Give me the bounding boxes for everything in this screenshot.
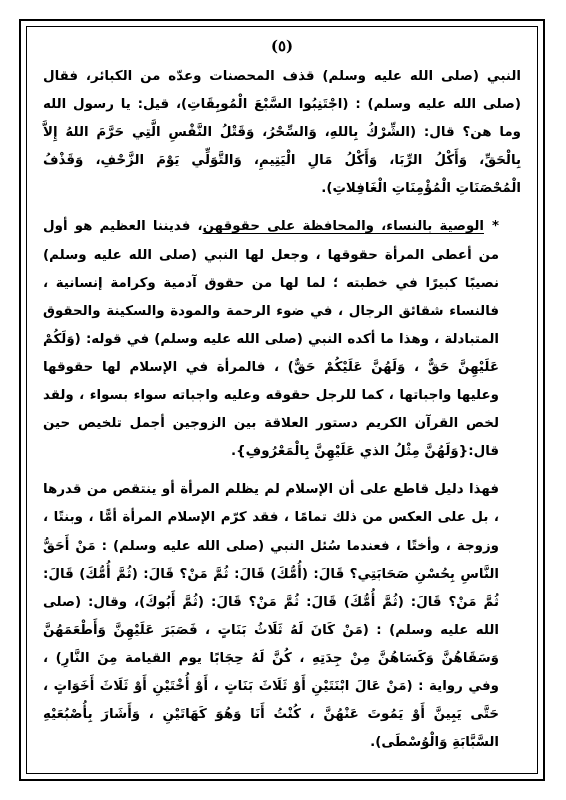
- paragraph-3: فهذا دليل قاطع على أن الإسلام لم يظلم المرأة أو ينتقص من قدرها ، بل على العكس من ذلك تمامًا ، فقد كرّم الإسلام المرأة أمًّا ، وبنتًا ، وزوجة ، وأختًا ، فعندما سُئل النبي (صلى الله عليه وسلم) : مَنْ أَحَقُّ النَّاسِ بِحُسْنِ صَحَابَتِي؟ قَالَ: (أُمُّكَ) قَالَ: ثُمَّ مَنْ؟ قَالَ: (ثُمَّ أُمُّكَ) قَالَ: ثُمَّ مَنْ؟ قَالَ: (ثُمَّ أُمُّكَ) قَالَ: ثُمَّ مَنْ؟ قَالَ: (ثُمَّ أَبُوكَ)، وقال: (صلى الله عليه وسلم) : (مَنْ كَانَ لَهُ ثَلَاثُ بَنَاتٍ ، فَصَبَرَ عَلَيْهِنَّ وَأَطْعَمَهُنَّ وَسَقَاهُنَّ وَكَسَاهُنَّ مِنْ جِدَتِهِ ، كُنَّ لَهُ حِجَابًا يوم القيامة مِنَ النَّارِ) ، وفي رواية : (مَنْ عَالَ ابْنَتَيْنِ أَوْ ثَلَاثَ بَنَاتٍ ، أَوْ أُخْتَيْنِ أَوْ ثَلَاثَ أَخَوَاتٍ ، حَتَّى يَبِينَّ أَوْ يَمُوتَ عَنْهُنَّ ، كُنْتُ أَنَا وَهُوَ كَهَاتَيْنِ ، وَأَشَارَ بِأُصْبُعَيْهِ السَّبَّابَةِ وَالْوُسْطَى).: [43, 482, 499, 751]
- page-number: (٥): [270, 37, 294, 55]
- page-border-outer: [19, 19, 545, 781]
- paragraph-spacer: [43, 466, 521, 476]
- page-border-inner: [26, 26, 538, 774]
- paragraph-2: [43, 213, 521, 466]
- paragraph-1: النبي (صلى الله عليه وسلم) قذف المحصنات وعدّه من الكبائر، فقال (صلى الله عليه وسلم) : (اجْتَنِبُوا السَّبْعَ الْمُوبِقَاتِ)، قيل: يا رسول الله وما هن؟ قال: (الشِّرْكُ بِاللهِ، وَالسِّحْرُ، وَقَتْلُ النَّفْسِ الَّتِي حَرَّمَ اللهُ إِلاَّ بِالْحَقِّ، وَأَكْلُ الرِّبَا، وَأَكْلُ مَالِ الْيَتِيمِ، وَالتَّوَلِّي يَوْمَ الزَّحْفِ، وَقَذْفُ الْمُحْصَنَاتِ الْمُؤْمِنَاتِ الْغَافِلاتِ).: [43, 69, 521, 197]
- section-heading: الوصية بالنساء، والمحافظة على حقوقهن: [202, 219, 484, 235]
- paragraph-2-body: ، فديننا العظيم هو أول من أعطى المرأة حقوقها ، وجعل لها النبي (صلى الله عليه وسلم) نصيبًا كبيرًا في خطبته ؛ لما لها من حقوق آدمية وكرامة إنسانية ، فالنساء شقائق الرجال ، في ضوء الرحمة والمودة والسكينة والحقوق المتبادلة ، وهذا ما أكده النبي (صلى الله عليه وسلم) في قوله: (وَلَكُمْ عَلَيْهِنَّ حَقٌّ ، وَلَهُنَّ عَلَيْكُمْ حَقٌّ) ، فالمرأة في الإسلام لها حقوقها وعليها واجباتها ، كما للرجل حقوقه وعليه واجباته سواء بسواء ، ولقد لخص القرآن الكريم دستور العلاقة بين الزوجين أجمل تلخيص حين قال:: [43, 219, 499, 460]
- quran-verse: {وَلَهُنَّ مِثْلُ الذي عَلَيْهِنَّ بِالْمَعْرُوفِ}.: [231, 444, 469, 460]
- paragraph-spacer: [43, 203, 521, 213]
- bullet-marker: *: [491, 219, 499, 235]
- body-text: [43, 63, 521, 757]
